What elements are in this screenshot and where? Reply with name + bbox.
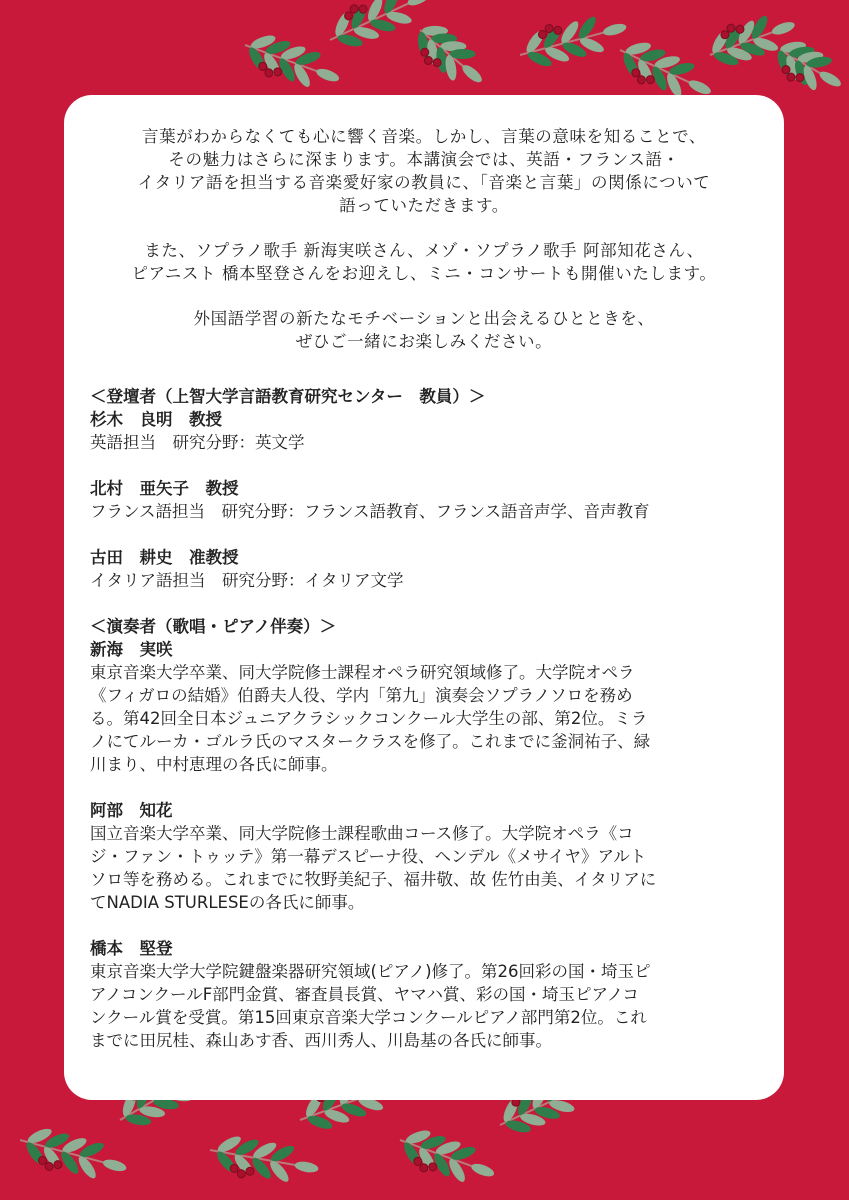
intro-line: イタリア語を担当する音楽愛好家の教員に、「音楽と言葉」の関係について	[137, 173, 711, 192]
performer-name: 橋本 堅登	[90, 939, 173, 958]
performer-desc-line: てNADIA STURLESEの各氏に師事。	[90, 893, 365, 912]
performer-desc-line: ソロ等を務める。これまでに牧野美紀子、福井敬、故 佐竹由美、イタリアに	[90, 870, 657, 889]
performer-desc-line: ジ・ファン・トゥッテ》第一幕デスピーナ役、ヘンデル《メサイヤ》アルト	[90, 847, 647, 866]
mistletoe-sprig	[392, 1120, 501, 1195]
top-garland	[0, 0, 849, 100]
performer-desc-line: までに田尻桂、森山あす香、西川秀人、川島基の各氏に師事。	[90, 1031, 552, 1050]
speaker-desc: 英語担当 研究分野：英文学	[90, 433, 305, 452]
intro-line: 外国語学習の新たなモチベーションと出会えるひとときを、	[193, 309, 655, 328]
performer-desc-line: 《フィガロの結婚》伯爵夫人役、学内「第九」演奏会ソプラノソロを務め	[90, 686, 633, 705]
intro-line: その魅力はさらに深まります。本講演会では、英語・フランス語・	[168, 150, 680, 169]
performer-name: 阿部 知花	[90, 801, 173, 820]
content-card	[64, 95, 784, 1100]
speaker-name: 北村 亜矢子 教授	[90, 479, 239, 498]
intro-block	[64, 125, 784, 375]
performers-heading: ＜演奏者（歌唱・ピアノ伴奏）＞	[90, 617, 337, 636]
intro-line: 語っていただきます。	[339, 196, 509, 215]
performer-desc-line: 国立音楽大学卒業、同大学院修士課程歌曲コース修了。大学院オペラ《コ	[90, 824, 634, 843]
performer-desc-line: ノにてルーカ・ゴルラ氏のマスタークラスを修了。これまでに釜洞祐子、緑	[90, 732, 651, 751]
mistletoe-sprig	[206, 1129, 322, 1191]
intro-paragraph-1	[64, 125, 784, 217]
performer-desc-line: 東京音楽大学大学院鍵盤楽器研究領域(ピアノ)修了。第26回彩の国・埼玉ピ	[90, 962, 651, 981]
performer-desc-line: 東京音楽大学卒業、同大学院修士課程オペラ研究領域修了。大学院オペラ	[90, 663, 635, 682]
mistletoe-sprig	[514, 5, 631, 75]
performer-desc-line: ンクール賞を受賞。第15回東京音楽大学コンクールピアノ部門第2位。これ	[90, 1008, 647, 1027]
speaker-name: 杉木 良明 教授	[90, 410, 222, 429]
intro-paragraph-3	[64, 307, 784, 353]
mistletoe-sprig	[766, 30, 849, 100]
performer-name: 新海 実咲	[90, 640, 173, 659]
mistletoe-sprig	[14, 1120, 131, 1190]
performer-desc-line: アノコンクールF部門金賞、審査員長賞、ヤマハ賞、彩の国・埼玉ピアノコ	[90, 985, 639, 1004]
details-block	[90, 385, 770, 1052]
speaker-name: 古田 耕史 准教授	[90, 548, 239, 567]
speakers-heading: ＜登壇者（上智大学言語教育研究センター 教員）＞	[90, 387, 486, 406]
intro-line: また、ソプラノ歌手 新海実咲さん、メゾ・ソプラノ歌手 阿部知花さん、	[144, 241, 704, 260]
performer-desc-line: る。第42回全日本ジュニアクラシックコンクール大学生の部、第2位。ミラ	[90, 709, 648, 728]
performer-desc-line: 川まり、中村恵理の各氏に師事。	[90, 755, 338, 774]
mistletoe-sprig	[237, 25, 346, 100]
speaker-desc: フランス語担当 研究分野：フランス語教育、フランス語音声学、音声教育	[90, 502, 650, 521]
mistletoe-sprig	[405, 13, 495, 98]
intro-line: ぜひご一緒にお楽しみください。	[295, 332, 553, 351]
intro-line: ピアニスト 橋本堅登さんをお迎えし、ミニ・コンサートも開催いたします。	[131, 264, 717, 283]
mistletoe-sprig	[611, 31, 720, 100]
speaker-desc: イタリア語担当 研究分野：イタリア文学	[90, 571, 404, 590]
intro-paragraph-2	[64, 239, 784, 285]
intro-line: 言葉がわからなくても心に響く音楽。しかし、言葉の意味を知ることで、	[142, 127, 706, 146]
